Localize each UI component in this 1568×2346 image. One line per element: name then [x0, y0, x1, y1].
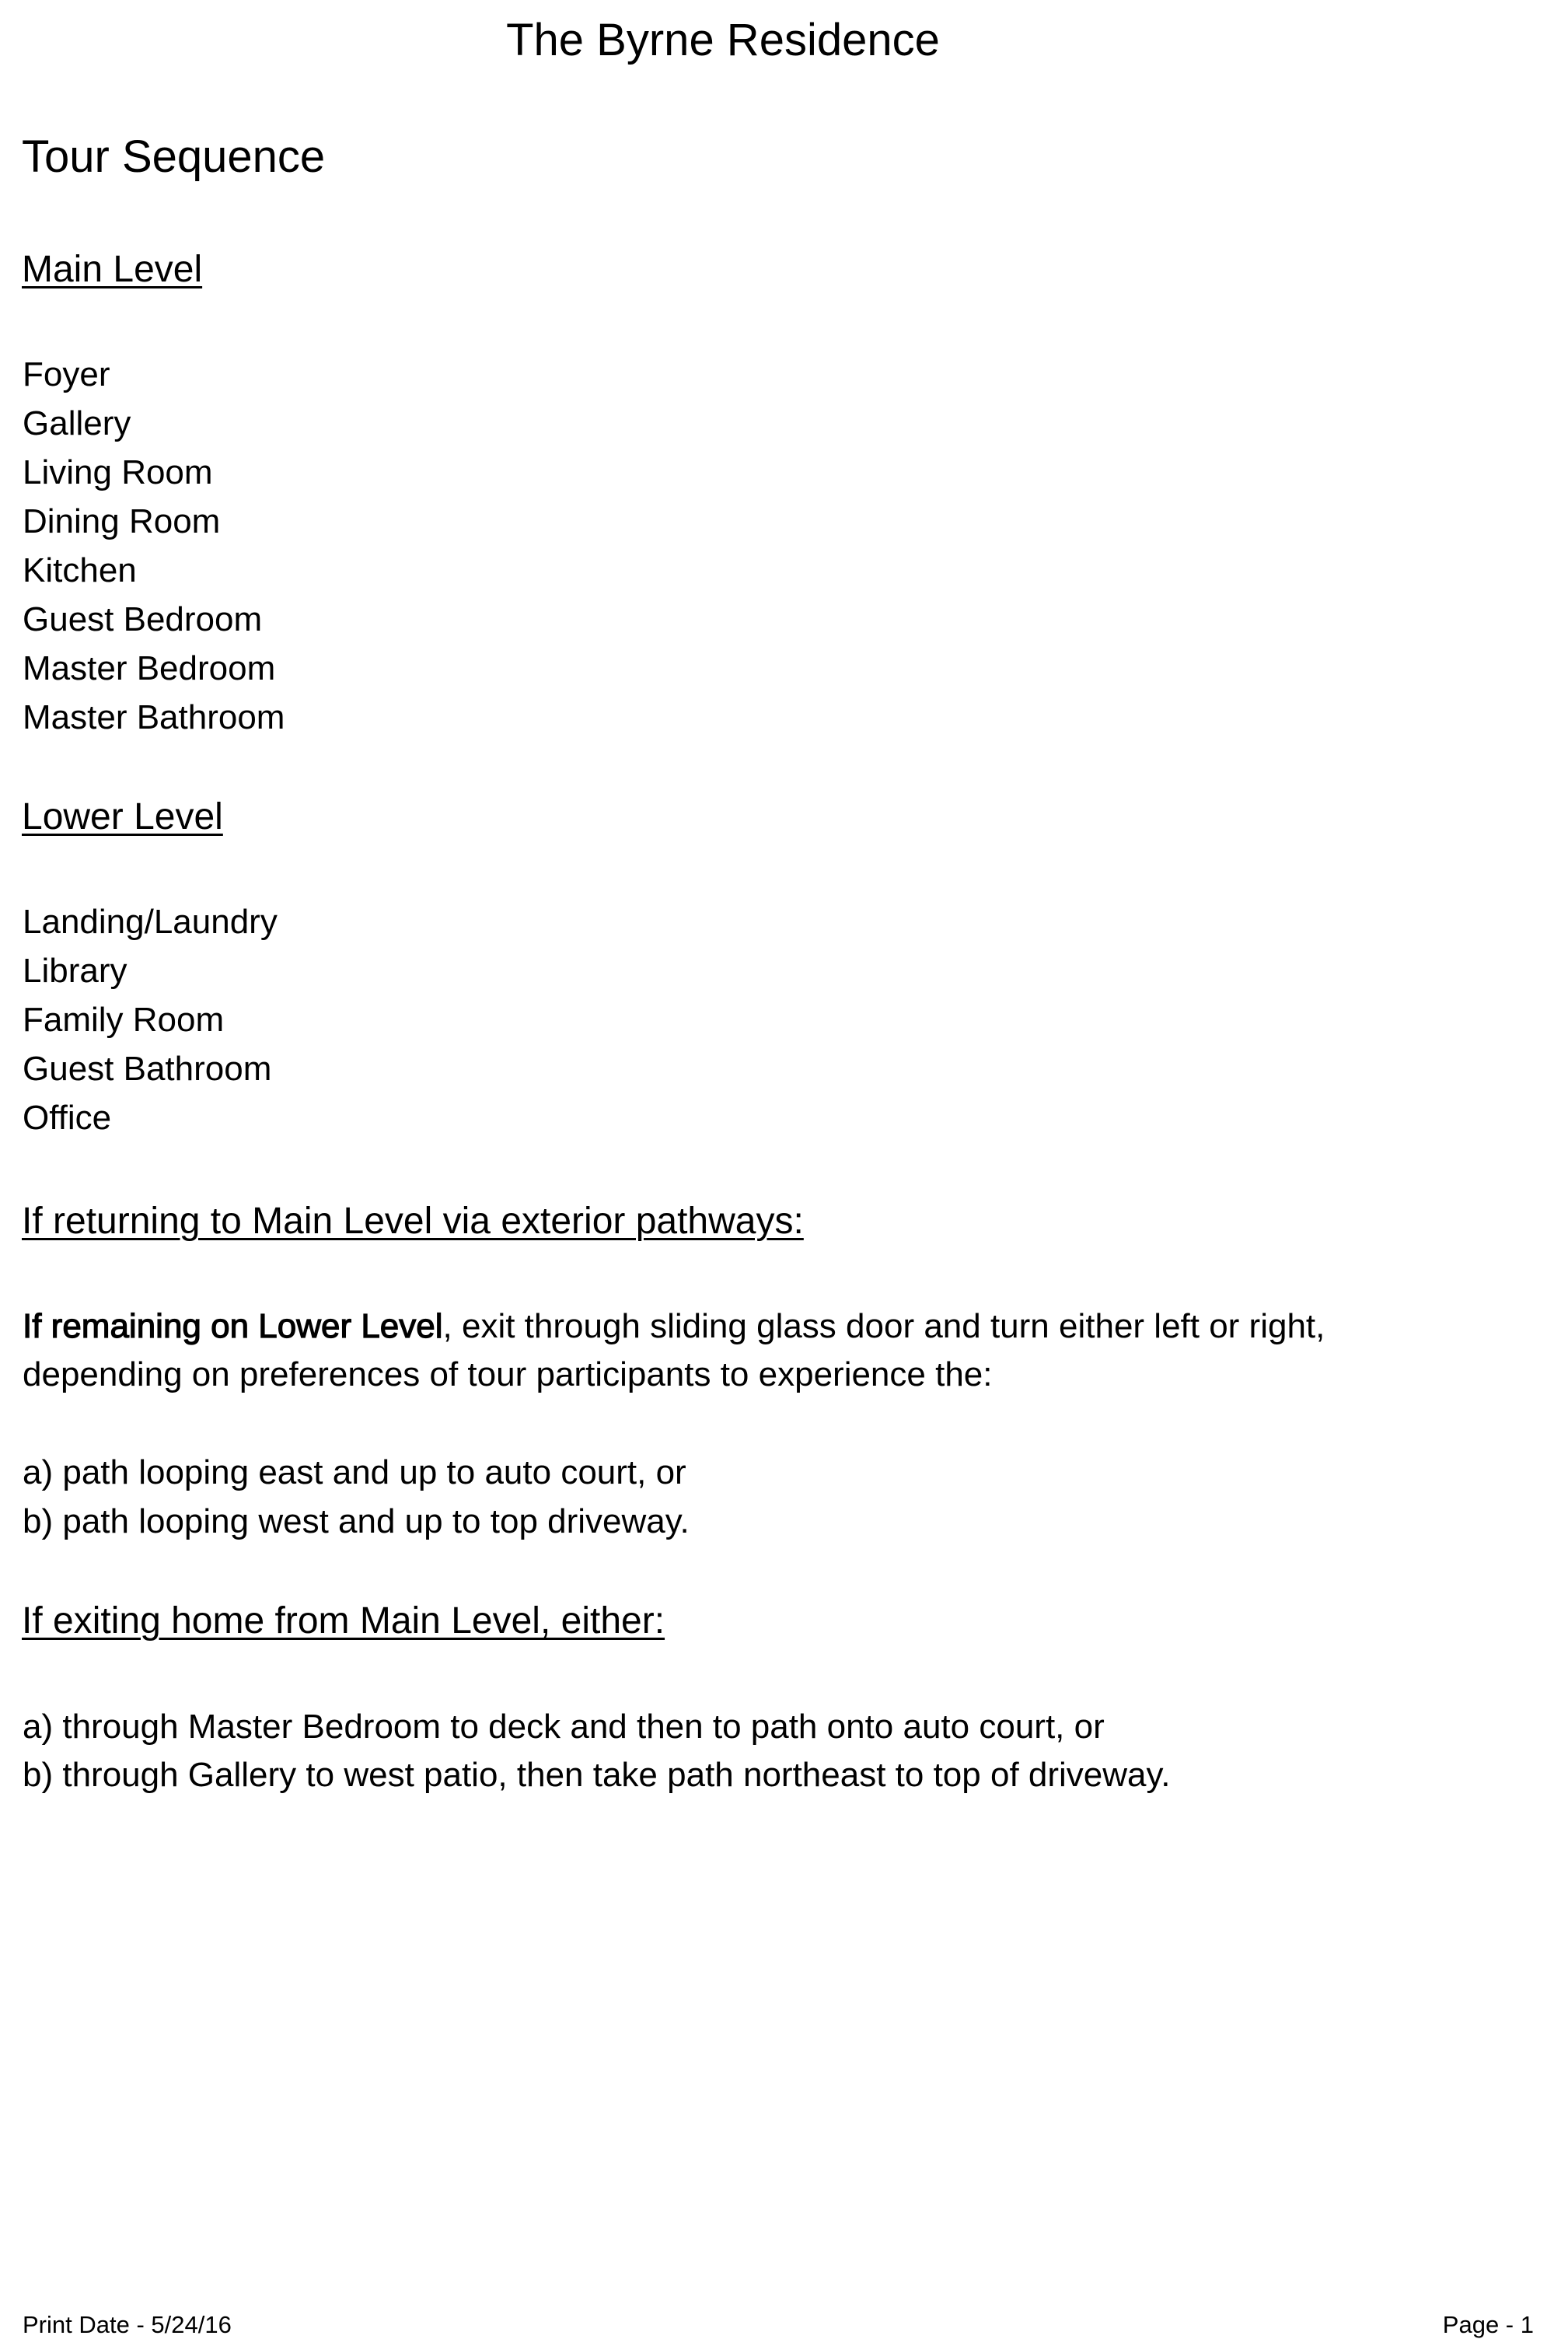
room-item: Guest Bathroom [23, 1050, 272, 1088]
returning-lead-rest: , exit through sliding glass door and turn either left or right, [442, 1307, 1325, 1345]
room-item: Master Bedroom [23, 649, 276, 687]
exiting-heading: If exiting home from Main Level, either: [22, 1600, 665, 1642]
exiting-option: b) through Gallery to west patio, then take path northeast to top of driveway. [23, 1756, 1171, 1794]
room-item: Family Room [23, 1001, 225, 1039]
document-title: The Byrne Residence [506, 15, 940, 65]
room-item: Office [23, 1099, 112, 1137]
page-heading: Tour Sequence [22, 131, 326, 182]
returning-paragraph-line-1 [23, 1309, 1325, 1344]
returning-paragraph-line-2: depending on preferences of tour participants to experience the: [23, 1355, 993, 1393]
room-item: Kitchen [23, 551, 137, 589]
page-number: Page - 1 [1442, 2311, 1534, 2338]
room-item: Dining Room [23, 502, 221, 540]
returning-lead-bold: If remaining on Lower Level [23, 1307, 443, 1345]
room-item: Gallery [23, 404, 131, 442]
room-item: Library [23, 952, 127, 990]
room-item: Landing/Laundry [23, 903, 278, 941]
room-item: Living Room [23, 453, 213, 491]
returning-option: a) path looping east and up to auto court, or [23, 1453, 686, 1491]
print-date: Print Date - 5/24/16 [23, 2311, 232, 2338]
exiting-option: a) through Master Bedroom to deck and then to path onto auto court, or [23, 1708, 1105, 1746]
main-level-heading: Main Level [22, 249, 203, 290]
returning-option: b) path looping west and up to top driveway. [23, 1502, 690, 1540]
room-item: Guest Bedroom [23, 600, 263, 638]
lower-level-heading: Lower Level [22, 796, 223, 837]
room-item: Master Bathroom [23, 698, 285, 736]
room-item: Foyer [23, 355, 110, 393]
returning-heading: If returning to Main Level via exterior pathways: [22, 1201, 804, 1242]
